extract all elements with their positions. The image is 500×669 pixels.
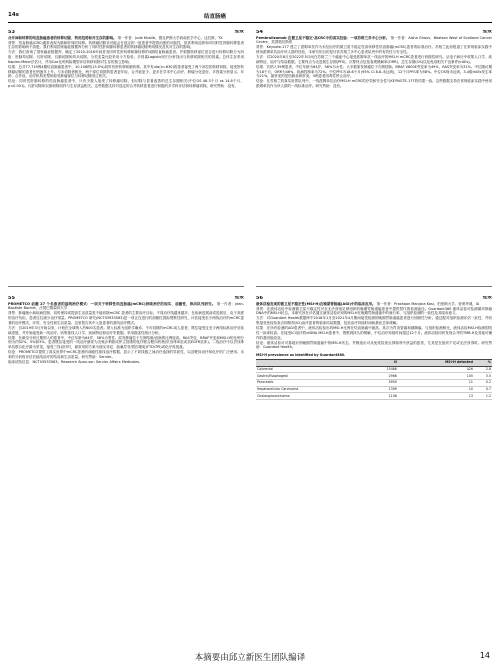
table-cell: 426 <box>398 366 474 373</box>
abstract-type: 壁报 <box>482 30 492 34</box>
abstract-separator <box>256 286 492 287</box>
abstract-56 <box>256 296 492 640</box>
abstract-number: 54 <box>256 30 263 35</box>
table-header-row <box>256 359 492 366</box>
translation-credit: 本摘要由邱立新医生团队编译 <box>194 653 306 663</box>
table-cell: 13 <box>398 393 474 400</box>
abstract-paragraph: 结果：在所有检测的AGI患者中，液体活检检出的MSI-H比例在结直肠癌中最高，其次为胃食管癌和胰腺癌。与组织检测相比，液体活检MSI-H检测的阳性一致率较高。在接受ICI治疗的ctDNA MSI-H患者中，观察到持久的缓解，中位治疗持续时间超过12个月。液体活检同时发现合并的TMB-H及其他可操作的基因组改变。 <box>256 326 492 340</box>
abstract-paragraph: 方法：自2019年3月开始以来，计划在全球纳入约600名患者。纳入标准为组织学确诊、不可切除的mCRC成人患者，既往接受过至少两线标准治疗后疾病进展，并开始接受新一线治疗。收集基线人口学、疾病特征和治疗史数据。采用描述性统计分析。 <box>8 325 244 335</box>
abstract-number: 53 <box>8 30 15 35</box>
page-footer <box>0 651 500 665</box>
abstract-authors: 第一作者：Prashoon Manjara Kasi，伯里斯大学，爱荷华城，IA <box>376 301 480 306</box>
table-cell: Gastric/Esophageal <box>256 373 367 380</box>
abstract-paragraph: 背景：在液体活检中检测微卫星不稳定性可在无法获取足够组织的晚期胃肠道癌患者中提供替代的检测途径。Guardant360 液体活检可检测循环肿瘤DNA中的MSI-H状态。本研究旨在评估通过液体活检识别的MSI-H在晚期胃肠道癌中的流行率、与组织检测的一致性及其临床意义。 <box>256 306 492 316</box>
page-number: 14 <box>479 651 490 660</box>
table-cell: 15466 <box>367 366 398 373</box>
table-cell: 1106 <box>367 393 398 400</box>
abstract-paragraph: 结论：在苏格兰的真实世界队列中，一线派姆单抗治疗MSI-H mCRC的疗效和安全性与KEYNOTE-177的结果一致。这些数据支持在常规临床实践中使用派姆单抗作为该人群的一线标准治疗。研究赞助：没有。 <box>256 79 492 88</box>
table-cell: 3.5 <box>474 373 492 380</box>
abstract-type: 壁报 <box>234 30 244 34</box>
abstract-authors: 第一作者：Aisha Ghaus，Beatson West of Scotland Cancer Centre，英国格拉斯哥 <box>256 35 492 45</box>
table-cell: Colorectal <box>256 366 367 373</box>
table-cell: 5950 <box>367 379 398 386</box>
table-cell: 0.7 <box>474 386 492 393</box>
msi-prevalence-table <box>256 353 492 400</box>
abstract-type: 壁报 <box>482 296 492 300</box>
column-header: % <box>474 359 492 366</box>
abstract-paragraph: 背景：结直肠癌(CRC)通常表现为肺和肝同时转移。转移瘤切除术可能会在选定的一组患者中提供治愈的可能性，但其利用趋势和对同时性肝肺转移患者生存的影响尚不清楚。我们利用国家癌症数据库分析了同时性肝和肺转移患者的转移瘤切除利用情况及其对生存的影响。 <box>8 40 244 50</box>
header-rule <box>8 22 492 23</box>
abstract-number: 55 <box>8 296 15 301</box>
table-cell: 11 <box>398 379 474 386</box>
abstract-paragraph: 背景：肿瘤缩小和疾病控制，同时保持或提高生活质量是不能切除mCRC 患者的主要治疗目标。不同治疗线越来越多，在疾病进展前或进展后，由于高度的治疗负担，患者往往减少治疗剂量。PROMETCO 研究(NCT03933563)是一项正在进行的前瞻性国际观察性研究，评估接受至少两线治疗的mCRC患者的治疗模式、疗效、安全性和生活质量。这里报告其中入组患者的基线治疗模式。 <box>8 311 244 325</box>
table-cell: Pancreatic <box>256 379 367 386</box>
column-header <box>256 359 367 366</box>
abstract-53 <box>8 30 244 282</box>
table-cell: 1399 <box>367 386 398 393</box>
column-header: MSI-H detected <box>398 359 474 366</box>
table-row <box>256 393 492 400</box>
table-row <box>256 379 492 386</box>
table-cell: 1.2 <box>474 393 492 400</box>
table-row <box>256 366 492 373</box>
abstract-55 <box>8 296 244 640</box>
table-row <box>256 386 492 393</box>
table-cell: 2.8 <box>474 366 492 373</box>
page-label: 14s <box>8 12 19 18</box>
table-cell: Cholangiocarcinoma <box>256 393 367 400</box>
abstract-authors: 第一作者：Jude Khatib，德克萨斯大学西南医学中心，达拉斯，TX <box>117 35 223 40</box>
abstract-title: PROMETCO 前瞻 27 个名患者的基线治疗模式：一项关于转移性结直肠癌(mCRC)持续治疗的现实、前瞻性、纵向队列研究。 <box>8 301 216 306</box>
abstract-paragraph: 方法：我们查询了国家癌症数据库，确定了2010-2016年间首发同时性肝转移和肺转移的4期结直肠癌患者。并根据转移部位是否进行转移切除分为四组：肝肺均切除、仅肝切除、仅肺切除和均未切除。分类变量比较采用卡方检验，多因素Logistic回归分析找出与转移切除相关的因素。总体生存采用Kaplan-Meier法估计，并用Cox比例风险模型评估转移切除对生存的独立影响。 <box>8 50 244 64</box>
abstract-separator <box>8 286 244 287</box>
abstract-54 <box>256 30 492 282</box>
journal-title: 结直肠癌 <box>204 14 227 20</box>
abstract-paragraph: 结论：PROMETCO提供了真实世界中mCRC患者的前瞻性基线治疗数据，显示了不同线数之间治疗选择的异质性，以及靶向治疗和化疗的广泛使用。未来的分析将评估后续线治疗的结局和生活质量。研究赞助：Servier。 <box>8 349 244 359</box>
table-cell: 0.2 <box>474 379 492 386</box>
abstract-type: 壁报 <box>234 296 244 300</box>
abstract-number: 56 <box>256 296 263 301</box>
abstract-paragraph: 结果：总共77,719例4期结直肠癌患者中，10,106例(13.0%)同时有肝转移和肺转移。其中有ufa(n=630)的患者接受了两个部位的转移切除，接受肝转移瘤切除的患者比例逐年上升。与未切除者相比，两个部位切除的患者更年轻、合并症更少、更多在学术中心治疗、肿瘤分化更好。多因素分析显示，年龄、合并症、治疗机构类型和原发肿瘤部位与转移切除独立相关。 <box>8 64 244 79</box>
table-cell: Hepatocellular Carcinoma <box>256 386 367 393</box>
table-cell: 2966 <box>367 373 398 380</box>
table-caption: MSI-H prevalence as identified by Guardant360. <box>256 352 346 357</box>
abstract-title: 液体活检发现的微卫星不稳定性(MSI-H)在晚期胃肠癌(AGI)中的临床应用。 <box>256 301 376 306</box>
column-header: N <box>367 359 398 366</box>
abstract-paragraph: 临床试验信息：NCT03933563。Research Spon-sor: Servier Affairs Medicales. <box>8 359 141 364</box>
abstract-paragraph: 结果：在截至分析日期纳入的患者中，中位年龄为64岁，58%为男性；原发肿瘤位于左侧结肠/直肠的比例较高。RAS突变、BRAF突变和MSI-H的比例分别为约52%、5%和3%。患者既往接受的一线治疗最常为含奥沙利铂或伊立替康的化疗联合靶向药物(贝伐珠单抗或抗EGFR抗体)。二线治疗中以贝伐珠单抗联合化疗最为常见。接受三线治疗时，最常用的方案为瑞戈非尼、曲氟尿苷/替匹嘧啶(FTD/TPI)或化疗再挑战。 <box>8 335 244 349</box>
table-cell: 10 <box>398 386 474 393</box>
abstract-paragraph: 结论：液体活检可可靠地识别晚期胃肠道癌中的MSI-H状态，并筛选出可从免疫检查点抑制剂中获益的患者，尤其是在组织不足或无法获得时。研究赞助：Guardant Health。 <box>256 340 492 350</box>
abstract-paragraph: 方法：对Guardant Health数据库中2018年1月至2021年4月期间接受检测的晚期胃肠道癌患者进行回顾性分析。通过配对组织检测评估一致性，并收集接受免疫检查点抑制剂(ICI)治疗患者的临床结局数据，包括治疗持续时间和最佳总体缓解。 <box>256 316 492 326</box>
abstract-paragraph: 方法：对2020年8月至2022年5月间在苏格兰三个癌症中心接受派姆单抗一线治疗的MSI-H mCRC患者进行回顾性研究。从电子病历中收集人口学、疾病特征、治疗与结局数据。主要终点为无进展生存期(PFS)，次要终点包括客观缓解率(ORR)、总生存期(OS)以及免疫相关不良事件(irAEs)。 <box>256 55 492 64</box>
abstract-paragraph: 结论：同时性肝肺转移的结直肠癌患者中，只有少数人接受了转移瘤切除，但切除与显著改善的总生存期相关(中位OS 46.3个月 vs 14.8个月，p<0.001)。仅肝切除和仅肺切除同样与生存获益相关。这些数据支持对选定的合并转移患者进行积极的多学科评估和转移瘤切除。研究赞助：没有。 <box>8 79 244 88</box>
abstract-title: 合并神和转移的结直肠癌患者的转移切除、利用趋势和对生存的影响。 <box>8 35 117 40</box>
abstract-title: Pembrolizumab 在微卫星不稳定-高CRC中的真实经验：一项苏格兰多中心分析。 <box>256 35 390 40</box>
abstract-paragraph: 结果：共纳入39例患者，中位年龄为64岁，56%为女性；大多数原发肿瘤位于右侧结肠。BRAF V600E突变率为49%，RAS突变率为31%。中位随访期为18个月，ORR为46%，疾病控制率为72%。中位PFS为18.6个月(95% CI 8.8-未达到)，12个月PFS率为58%。中位OS尚未达到。3-4级irAEs发生率为21%，最常见的是结肠炎和肝炎，4例患者因毒性停止治疗。 <box>256 64 492 79</box>
abstract-authors: 第一作者：Jean-Baptiste Bachet，法国巴黎索邦大学 <box>8 301 244 311</box>
table-cell: 105 <box>398 373 474 380</box>
abstract-paragraph: 背景：Keynote-177 建立了派姆单抗作为未经治疗的微卫星不稳定性高转移性结直肠癌(mCRC)患者的标准治疗。苏格兰此前报道了在常规临床实践中使用派姆单抗治疗该人群的经验，本研究的目的是评估苏格兰多中心患者队列中的有效性与安全性。 <box>256 45 492 55</box>
table-row <box>256 373 492 380</box>
